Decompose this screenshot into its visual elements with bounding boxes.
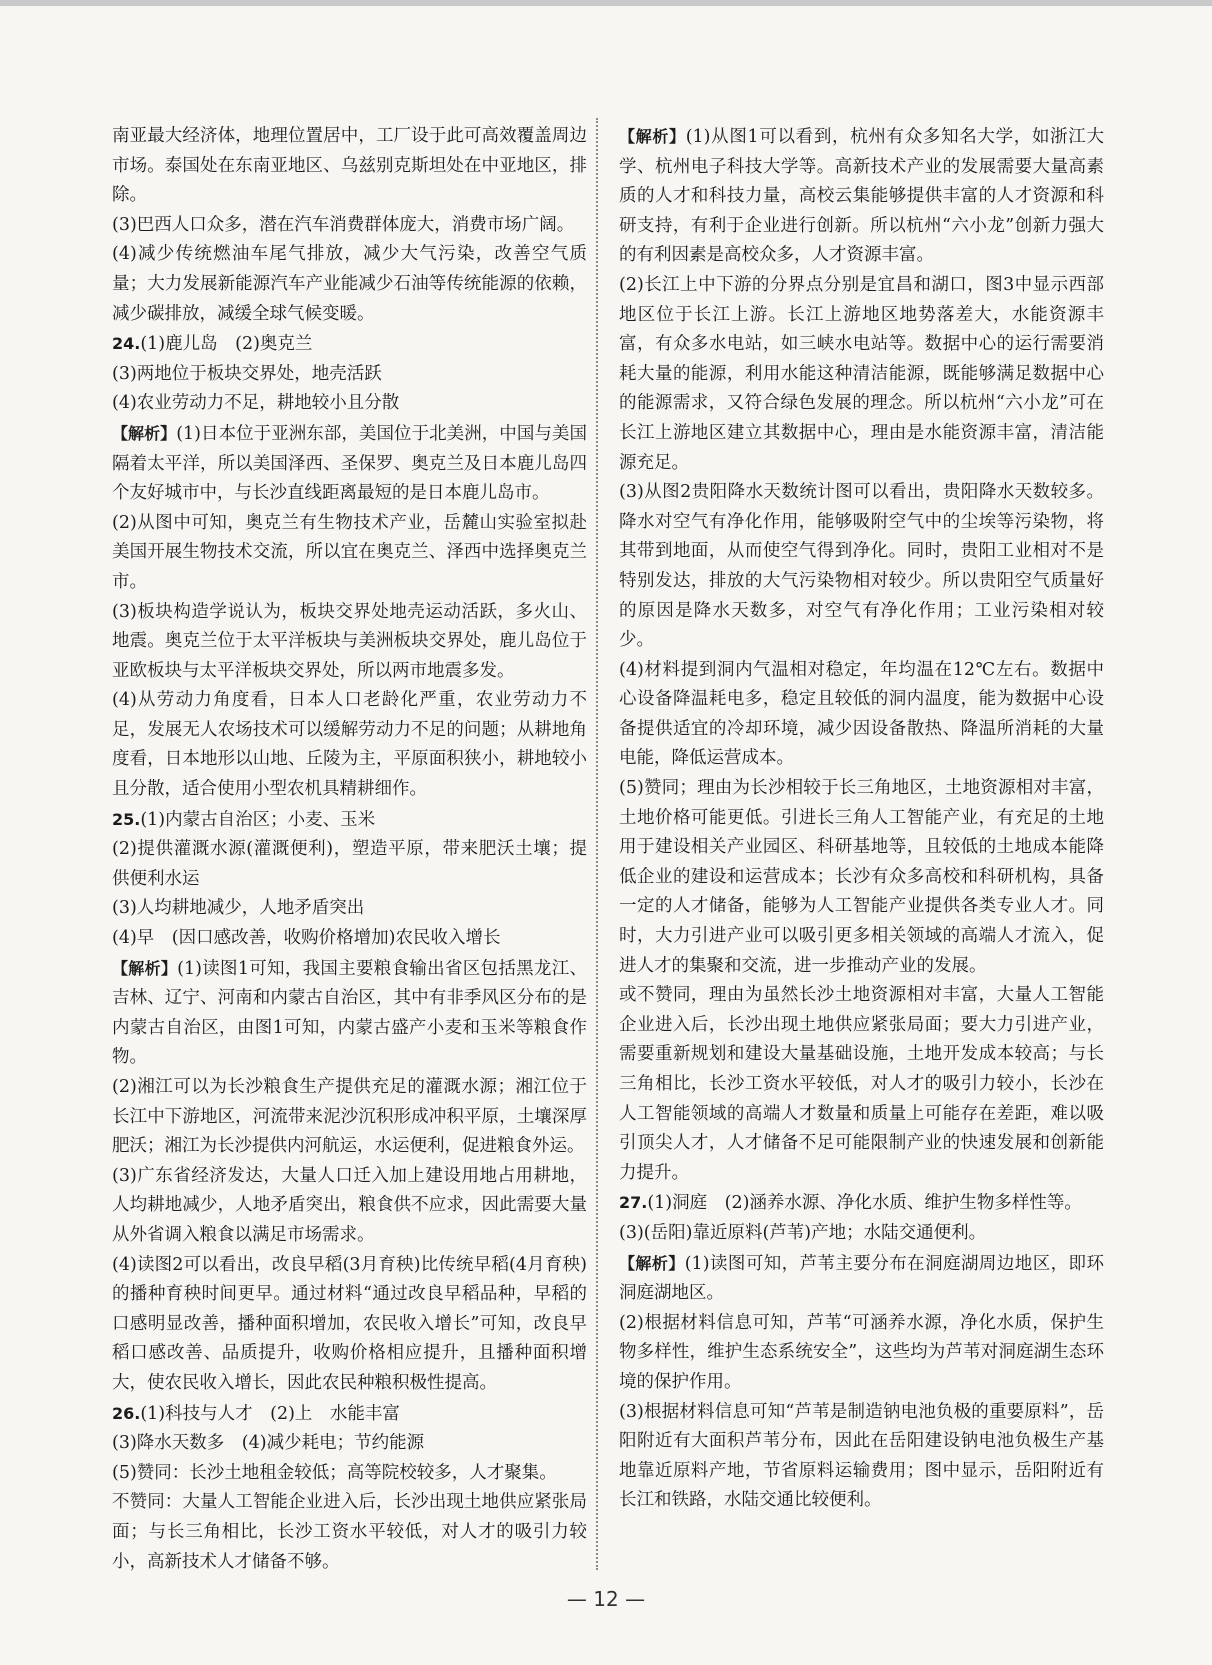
question-answer: [619, 1188, 1104, 1219]
paragraph-text: (2)根据材料信息可知，芦苇“可涵养水源，净化水质，保护生物多样性，维护生态系统安全”，这些均为芦苇对洞庭湖生态环境的保护作用。: [619, 1312, 1104, 1392]
paragraph-text: (4)读图2可以看出，改良早稻(3月育秧)比传统早稻(4月育秧)的播种育秧时间更早。通过材料“通过改良早稻品种，早稻的口感明显改善，播种面积增加，农民收入增长”可知，改良早稻口感改善、品质提升，收购价格相应提升，且播种面积增大，使农民收入增长，因此农民种粮积极性提高。: [112, 1254, 587, 1393]
paragraph-text: (5)赞同：长沙土地租金较低；高等院校较多，人才聚集。: [112, 1462, 557, 1483]
answer-paragraph: [112, 686, 587, 804]
paragraph-text: 不赞同：大量人工智能企业进入后，长沙出现土地供应紧张局面；与长三角相比，长沙工资水平较低，对人才的吸引力较小，高新技术人才储备不够。: [112, 1492, 587, 1572]
answer-paragraph: [619, 774, 1104, 981]
answer-paragraph: [619, 981, 1104, 1188]
answer-paragraph: [112, 1429, 587, 1459]
answer-paragraph: [112, 835, 587, 894]
paragraph-text: (2)提供灌溉水源(灌溉便利)，塑造平原，带来肥沃土壤；提供便利水运: [112, 839, 587, 889]
paragraph-text: (1)鹿儿岛 (2)奥克兰: [140, 334, 313, 355]
paragraph-text: (2)长江上中下游的分界点分别是宜昌和湖口，图3中显示西部地区位于长江上游。长江上游地区地势落差大，水能资源丰富，有众多水电站，如三峡水电站等。数据中心的运行需要消耗大量的能源，利用水能这种清洁能源，既能够满足数据中心的能源需求，又符合绿色发展的理念。所以杭州“六小龙”可在长江上游地区建立其数据中心，理由是水能资源丰富，清洁能源充足。: [619, 274, 1104, 473]
answer-paragraph: [619, 478, 1104, 656]
paragraph-text: 或不赞同，理由为虽然长沙土地资源相对丰富，大量人工智能企业进入后，长沙出现土地供应紧张局面；要大力引进产业，需要重新规划和建设大量基础设施，土地开发成本较高；与长三角相比，长沙工资水平较低，对人才的吸引力较小，长沙在人工智能领域的高端人才数量和质量上可能存在差距，难以吸引顶尖人才，人才储备不足可能限制产业的快速发展和创新能力提升。: [619, 985, 1104, 1183]
paragraph-text: (4)材料提到洞内气温相对稳定，年均温在12℃左右。数据中心设备降温耗电多，稳定且较低的洞内温度，能为数据中心设备提供适宜的冷却环境，减少因设备散热、降温所消耗的大量电能，降低运营成本。: [619, 659, 1104, 769]
analysis-tag: 【解析】: [112, 423, 177, 443]
right-column: [619, 122, 1104, 1516]
page-top-edge: [0, 0, 1212, 6]
paragraph-text: (1)读图1可知，我国主要粮食输出省区包括黑龙江、吉林、辽宁、河南和内蒙古自治区，其中有非季风区分布的是内蒙古自治区，由图1可知，内蒙古盛产小麦和玉米等粮食作物。: [112, 958, 587, 1068]
answer-paragraph: [112, 240, 587, 329]
paragraph-text: (4)从劳动力角度看，日本人口老龄化严重，农业劳动力不足，发展无人农场技术可以缓解劳动力不足的问题；从耕地角度看，日本地形以山地、丘陵为主，平原面积狭小，耕地较小且分散，适合使用小型农机具精耕细作。: [112, 690, 587, 800]
question-number: 24.: [112, 334, 141, 354]
answer-paragraph: [112, 1459, 587, 1489]
left-column: [112, 122, 587, 1577]
answer-paragraph: [619, 1309, 1104, 1398]
answer-paragraph: [112, 598, 587, 687]
answer-paragraph: [112, 894, 587, 924]
question-answer: [112, 329, 587, 360]
analysis-paragraph: [619, 1249, 1104, 1309]
question-answer: [112, 805, 587, 836]
answer-paragraph: [619, 271, 1104, 478]
answer-paragraph: [112, 1488, 587, 1577]
analysis-paragraph: [112, 419, 587, 509]
paragraph-text: (3)降水天数多 (4)减少耗电；节约能源: [112, 1433, 425, 1454]
page-number: — 12 —: [566, 1587, 646, 1611]
paragraph-text: (4)减少传统燃油车尾气排放，减少大气污染，改善空气质量；大力发展新能源汽车产业能减少石油等传统能源的依赖，减少碳排放，减缓全球气候变暖。: [112, 244, 587, 324]
analysis-paragraph: [619, 122, 1104, 271]
paragraph-text: (3)从图2贵阳降水天数统计图可以看出，贵阳降水天数较多。降水对空气有净化作用，能够吸附空气中的尘埃等污染物，将其带到地面，从而使空气得到净化。同时，贵阳工业相对不是特别发达，排放的大气污染物相对较少。所以贵阳空气质量好的原因是降水天数多，对空气有净化作用；工业污染相对较少。: [619, 482, 1104, 651]
paragraph-text: (1)日本位于亚洲东部，美国位于北美洲，中国与美国隔着太平洋，所以美国泽西、圣保罗、奥克兰及日本鹿儿岛四个友好城市中，与长沙直线距离最短的是日本鹿儿岛市。: [112, 423, 587, 504]
paragraph-text: (4)早 (因口感改善，收购价格增加)农民收入增长: [112, 928, 501, 949]
paragraph-text: (3)广东省经济发达，大量人口迁入加上建设用地占用耕地，人均耕地减少，人地矛盾突出，粮食供不应求，因此需要大量从外省调入粮食以满足市场需求。: [112, 1165, 587, 1245]
paragraph-text: (1)科技与人才 (2)上 水能丰富: [140, 1403, 400, 1424]
question-answer: [112, 1399, 587, 1430]
paragraph-text: (1)读图可知，芦苇主要分布在洞庭湖周边地区，即环洞庭湖地区。: [619, 1253, 1104, 1304]
paragraph-text: (3)(岳阳)靠近原料(芦苇)产地；水陆交通便利。: [619, 1222, 987, 1243]
answer-paragraph: [112, 122, 587, 211]
answer-paragraph: [619, 1219, 1104, 1249]
analysis-tag: 【解析】: [619, 127, 686, 146]
answer-paragraph: [112, 1251, 587, 1399]
paragraph-text: (5)赞同；理由为长沙相较于长三角地区，土地资源相对丰富，土地价格可能更低。引进长三角人工智能产业，有充足的土地用于建设相关产业园区、科研基地等，且较低的土地成本能降低企业的建设和运营成本；长沙有众多高校和科研机构，具备一定的人才储备，能够为人工智能产业提供各类专业人才。同时，大力引进产业可以吸引更多相关领域的高端人才流入，促进人才的集聚和交流，进一步推动产业的发展。: [619, 778, 1104, 976]
paragraph-text: (1)从图1可以看到，杭州有众多知名大学，如浙江大学、杭州电子科技大学等。高新技术产业的发展需要大量高素质的人才和科技力量，高校云集能够提供丰富的人才资源和科研支持，有利于企业进行创新。所以杭州“六小龙”创新力强大的有利因素是高校众多，人才资源丰富。: [619, 127, 1104, 266]
paragraph-text: (3)根据材料信息可知“芦苇是制造钠电池负极的重要原料”，岳阳附近有大面积芦苇分布，因此在岳阳建设钠电池负极生产基地靠近原料产地，节省原料运输费用；图中显示，岳阳附近有长江和铁路，水陆交通比较便利。: [619, 1401, 1104, 1511]
paragraph-text: 南亚最大经济体，地理位置居中，工厂设于此可高效覆盖周边市场。泰国处在东南亚地区、乌兹别克斯坦处在中亚地区，排除。: [112, 126, 587, 206]
paragraph-text: (3)巴西人口众多，潜在汽车消费群体庞大，消费市场广阔。: [112, 214, 575, 235]
paragraph-text: (4)农业劳动力不足，耕地较小且分散: [112, 393, 400, 414]
paragraph-text: (2)湘江可以为长沙粮食生产提供充足的灌溉水源；湘江位于长江中下游地区，河流带来泥沙沉积形成冲积平原，土壤深厚肥沃；湘江为长沙提供内河航运，水运便利，促进粮食外运。: [112, 1077, 587, 1157]
answer-paragraph: [112, 509, 587, 598]
answer-paragraph: [619, 1398, 1104, 1516]
column-divider: [596, 118, 598, 1570]
paragraph-text: (2)从图中可知，奥克兰有生物技术产业，岳麓山实验室拟赴美国开展生物技术交流，所以宜在奥克兰、泽西中选择奥克兰市。: [112, 512, 587, 592]
answer-paragraph: [112, 1073, 587, 1162]
paragraph-text: (1)内蒙古自治区；小麦、玉米: [140, 809, 376, 830]
answer-paragraph: [112, 360, 587, 390]
paragraph-text: (3)板块构造学说认为，板块交界处地壳运动活跃，多火山、地震。奥克兰位于太平洋板块与美洲板块交界处，鹿儿岛位于亚欧板块与太平洋板块交界处，所以两市地震多发。: [112, 601, 587, 681]
answer-paragraph: [112, 211, 587, 241]
paragraph-text: (3)人均耕地减少，人地矛盾突出: [112, 898, 365, 919]
question-number: 27.: [619, 1193, 648, 1213]
answer-paragraph: [112, 924, 587, 954]
analysis-tag: 【解析】: [112, 958, 178, 978]
paragraph-text: (3)两地位于板块交界处，地壳活跃: [112, 363, 382, 384]
answer-paragraph: [112, 1162, 587, 1251]
paragraph-text: (1)洞庭 (2)涵养水源、净化水质、维护生物多样性等。: [647, 1193, 1082, 1214]
analysis-tag: 【解析】: [619, 1253, 685, 1273]
answer-paragraph: [619, 656, 1104, 774]
question-number: 25.: [112, 809, 141, 829]
answer-paragraph: [112, 389, 587, 419]
question-number: 26.: [112, 1403, 141, 1423]
analysis-paragraph: [112, 954, 587, 1073]
